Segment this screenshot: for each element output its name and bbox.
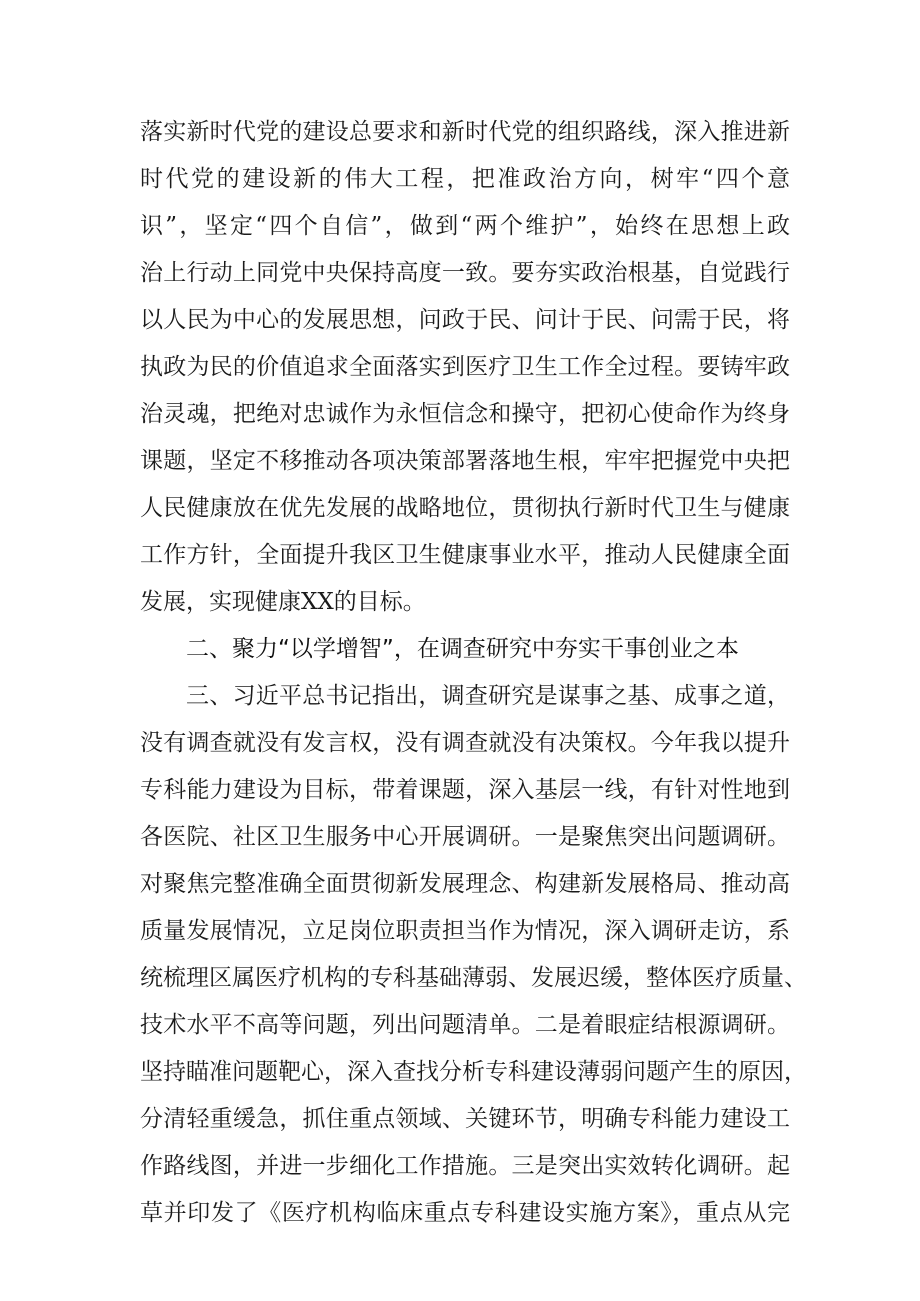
paragraph-2-line: 作路线图，并进一步细化工作措施。三是突出实效转化调研。起 xyxy=(140,1153,790,1179)
paragraph-2-line: 坚持瞄准问题靶心，深入查找分析专科建设薄弱问题产生的原因， xyxy=(140,1059,807,1085)
paragraph-2-line: 质量发展情况，立足岗位职责担当作为情况，深入调研走访，系 xyxy=(140,918,790,944)
paragraph-2-line: 分清轻重缓急，抓住重点领域、关键环节，明确专科能力建设工 xyxy=(140,1106,790,1132)
paragraph-2-line: 专科能力建设为目标，带着课题，深入基层一线，有针对性地到 xyxy=(140,777,790,803)
paragraph-1-line: 治上行动上同党中央保持高度一致。要夯实政治根基，自觉践行 xyxy=(140,260,790,286)
paragraph-1-line: 识”，坚定“四个自信”，做到“两个维护”，始终在思想上政 xyxy=(140,213,790,239)
paragraph-2-line: 技术水平不高等问题，列出问题清单。二是着眼症结根源调研。 xyxy=(140,1012,790,1038)
paragraph-2-line: 各医院、社区卫生服务中心开展调研。一是聚焦突出问题调研。 xyxy=(140,824,790,850)
paragraph-1-line: 课题，坚定不移推动各项决策部署落地生根，牢牢把握党中央把 xyxy=(140,448,790,474)
paragraph-2-line: 对聚焦完整准确全面贯彻新发展理念、构建新发展格局、推动高 xyxy=(140,871,790,897)
section-heading: 二、聚力“以学增智”，在调查研究中夯实干事创业之本 xyxy=(186,636,739,662)
paragraph-1-line: 人民健康放在优先发展的战略地位，贯彻执行新时代卫生与健康 xyxy=(140,495,790,521)
paragraph-2-line: 三、习近平总书记指出，调查研究是谋事之基、成事之道， xyxy=(186,683,790,709)
paragraph-2-line: 草并印发了《医疗机构临床重点专科建设实施方案》，重点从完 xyxy=(140,1200,790,1226)
paragraph-1-line: 发展，实现健康XX的目标。 xyxy=(140,589,426,615)
paragraph-1-line: 治灵魂，把绝对忠诚作为永恒信念和操守，把初心使命作为终身 xyxy=(140,401,790,427)
paragraph-1-line: 执政为民的价值追求全面落实到医疗卫生工作全过程。要铸牢政 xyxy=(140,354,790,380)
paragraph-1-line: 以人民为中心的发展思想，问政于民、问计于民、问需于民，将 xyxy=(140,307,790,333)
paragraph-1-line: 落实新时代党的建设总要求和新时代党的组织路线，深入推进新 xyxy=(140,119,790,145)
paragraph-2-line: 没有调查就没有发言权，没有调查就没有决策权。今年我以提升 xyxy=(140,730,790,756)
paragraph-1-line: 工作方针，全面提升我区卫生健康事业水平，推动人民健康全面 xyxy=(140,542,790,568)
paragraph-1-line: 时代党的建设新的伟大工程，把准政治方向，树牢“四个意 xyxy=(140,166,790,192)
paragraph-2-line: 统梳理区属医疗机构的专科基础薄弱、发展迟缓，整体医疗质量、 xyxy=(140,965,807,991)
